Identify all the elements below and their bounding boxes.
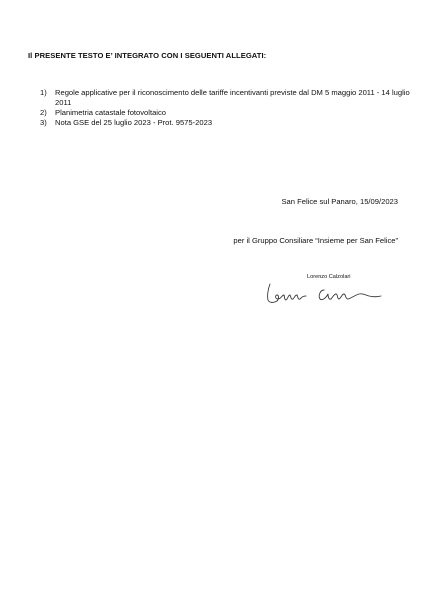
list-item-number: 2) bbox=[40, 108, 47, 117]
handwritten-signature bbox=[262, 280, 386, 306]
list-item-number: 1) bbox=[40, 88, 47, 97]
attachments-list bbox=[40, 88, 410, 128]
list-item-text: Regole applicative per il riconoscimento delle tariffe incentivanti previste dal DM 5 maggio 2011 - 14 luglio 2011 bbox=[55, 88, 410, 107]
signature-stroke-first bbox=[268, 284, 306, 302]
list-item bbox=[40, 108, 410, 118]
list-item-text: Nota GSE del 25 luglio 2023 - Prot. 9575-2023 bbox=[55, 118, 213, 127]
list-item-number: 3) bbox=[40, 118, 47, 127]
signatory-group: per il Gruppo Consiliare “Insieme per San Felice” bbox=[233, 236, 398, 245]
list-item-text: Planimetria catastale fotovoltaico bbox=[55, 108, 167, 117]
list-item bbox=[40, 88, 410, 108]
place-and-date: San Felice sul Panaro, 15/09/2023 bbox=[281, 197, 398, 206]
signer-name: Lorenzo Calzolari bbox=[307, 274, 351, 280]
signature-stroke-second bbox=[319, 290, 381, 300]
list-item bbox=[40, 118, 410, 128]
attachments-heading: Il PRESENTE TESTO E’ INTEGRATO CON I SEGUENTI ALLEGATI: bbox=[28, 51, 267, 60]
